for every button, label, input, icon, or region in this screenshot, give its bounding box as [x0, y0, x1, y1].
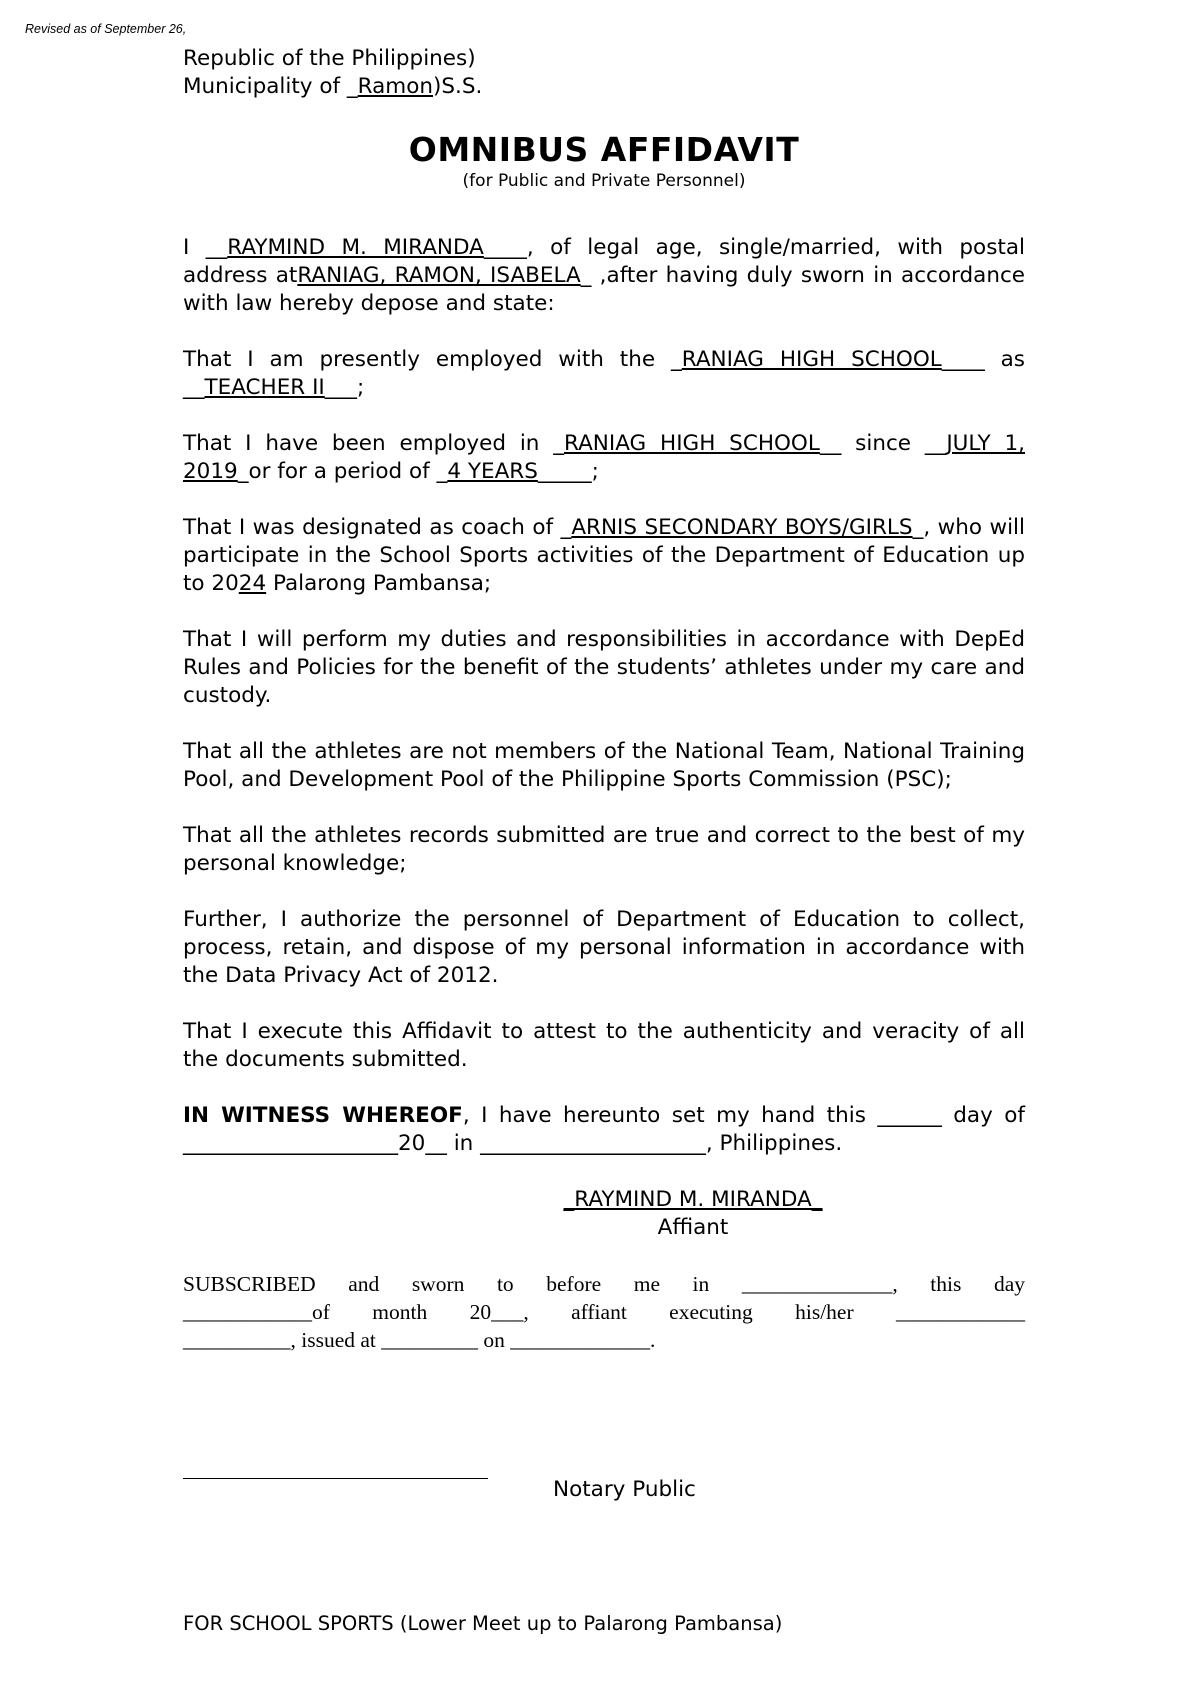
text: _or for a period of _: [237, 459, 448, 484]
employer-name: RANIAG HIGH SCHOOL: [681, 347, 942, 372]
republic-line: Republic of the Philippines): [183, 46, 476, 71]
employment-period: 4 YEARS: [447, 459, 538, 484]
paragraph-privacy: Further, I authorize the personnel of Department of Education to collect, process, retain, and dispose of my personal information in accordance with the Data Privacy Act of 2012.: [183, 907, 1025, 988]
document-header: [183, 45, 1025, 101]
jurat: [183, 1270, 1025, 1354]
paragraph-employment: [183, 346, 1025, 402]
employment-date: JULY 1, 2019: [183, 431, 1026, 484]
signature-label: Affiant: [657, 1215, 729, 1240]
municipality-suffix: )S.S.: [433, 74, 483, 99]
revision-note: Revised as of September 26,: [25, 22, 187, 36]
text: ____ as __: [183, 347, 1026, 400]
document-subtitle: (for Public and Private Personnel): [462, 171, 746, 191]
paragraph-coach: [183, 514, 1025, 598]
text: ___;: [324, 375, 365, 400]
text: __ since __: [819, 431, 947, 456]
coach-event: ARNIS SECONDARY BOYS/GIRLS: [571, 515, 913, 540]
jurat-line-1: SUBSCRIBED and sworn to before me in ______________, this day: [183, 1272, 1025, 1296]
text: ____, of legal age, single/married, with postal address at: [183, 235, 1025, 288]
text: _ ,after having duly sworn in accordance with law hereby depose and state:: [183, 263, 1025, 316]
text: That I have been employed in _: [183, 431, 565, 456]
paragraph-tenure: [183, 430, 1025, 486]
jurat-line-3: __________, issued at _________ on _____________.: [183, 1328, 656, 1352]
jurat-line-2: ____________of month 20___, affiant executing his/her ____________: [183, 1300, 1025, 1324]
employer-name-2: RANIAG HIGH SCHOOL: [564, 431, 820, 456]
affiant-name: RAYMIND M. MIRANDA: [227, 235, 484, 260]
signature-name: _RAYMIND M. MIRANDA_: [563, 1187, 823, 1212]
text: _, who will participate in the School Sports activities of the Department of Education up to 20: [183, 515, 1025, 596]
paragraph-duties: That I will perform my duties and responsibilities in accordance with DepEd Rules and Policies for the benefit of the students’ athletes under my care and custody.: [183, 627, 1025, 708]
notary-label: Notary Public: [553, 1477, 696, 1502]
position: TEACHER II: [204, 375, 325, 400]
municipality-prefix: Municipality of _: [183, 74, 358, 99]
paragraph-athletes-status: That all the athletes are not members of the National Team, National Training Pool, and Development Pool of the Philippine Sports Commission (PSC);: [183, 739, 1025, 792]
paragraph-attest: That I execute this Affidavit to attest to the authenticity and veracity of all the documents submitted.: [183, 1019, 1025, 1072]
palaro-year: 24: [238, 571, 267, 596]
paragraph-records: That all the athletes records submitted are true and correct to the best of my personal knowledge;: [183, 823, 1025, 876]
affiant-signature-block: [543, 1186, 843, 1242]
document-title: OMNIBUS AFFIDAVIT: [408, 130, 800, 169]
text: I __: [183, 235, 228, 260]
affidavit-body: [183, 234, 1025, 1354]
text: _____;: [537, 459, 599, 484]
affiant-address: RANIAG, RAMON, ISABELA: [297, 263, 581, 288]
footer-note: FOR SCHOOL SPORTS (Lower Meet up to Palarong Pambansa): [183, 1612, 783, 1635]
witness-heading: IN WITNESS WHEREOF: [183, 1103, 463, 1128]
text: , I have hereunto set my hand this ______ day of ____________________20__ in _____________________, Philippines.: [183, 1103, 1025, 1156]
text: That I was designated as coach of _: [183, 515, 572, 540]
text: Palarong Pambansa;: [266, 571, 492, 596]
municipality-line: [183, 73, 1025, 101]
paragraph-identity: [183, 234, 1025, 318]
paragraph-witness: [183, 1102, 1025, 1158]
text: That I am presently employed with the _: [183, 347, 682, 372]
municipality-value: Ramon: [357, 74, 434, 99]
notary-signature-line: [183, 1478, 488, 1479]
